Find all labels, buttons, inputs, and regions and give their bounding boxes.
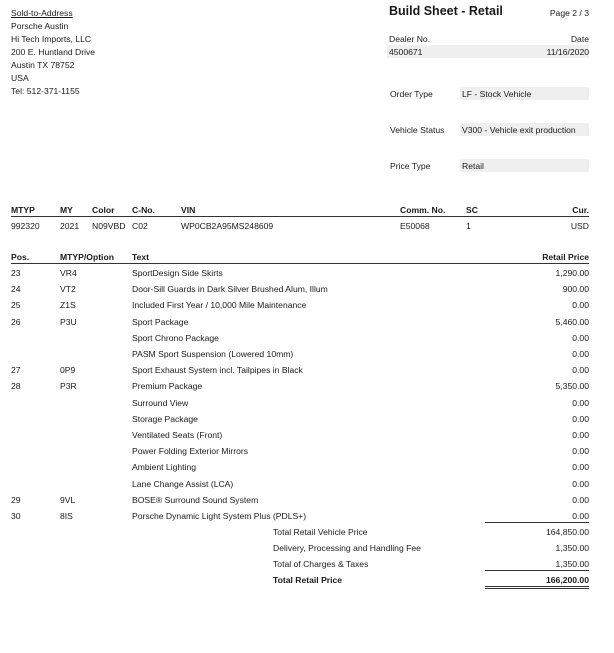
table-row [0, 365, 614, 379]
address-line: 200 E. Huntland Drive [11, 47, 96, 57]
price-type-value: Retail [462, 161, 484, 171]
row-text: Storage Package [132, 413, 198, 424]
table-row [0, 349, 614, 363]
table-row [0, 333, 614, 347]
date-label: Date [570, 34, 589, 44]
vehicle-color: N09VBD [92, 221, 126, 231]
row-price: 900.00 [562, 284, 589, 295]
dealer-no-value: 4500671 [389, 47, 423, 57]
vehicle-my: 2021 [60, 221, 80, 231]
row-code: Z1S [60, 300, 76, 311]
table-row [0, 381, 614, 395]
row-code: P3R [60, 381, 77, 392]
options-header-rule [11, 263, 589, 264]
row-code: VT2 [60, 284, 76, 295]
row-pos: 30 [11, 511, 21, 521]
row-price: 0.00 [572, 478, 589, 489]
vehicle-header-comm: Comm. No. [400, 205, 446, 215]
total-retail-vehicle-price-label: Total Retail Vehicle Price [273, 527, 368, 537]
row-code: 9VL [60, 494, 76, 505]
row-price: 0.00 [572, 413, 589, 424]
vehicle-mtyp: 992320 [11, 221, 40, 231]
row-text: BOSE® Surround Sound System [132, 494, 259, 505]
row-code: 8IS [60, 511, 73, 521]
charges-taxes-label: Total of Charges & Taxes [273, 559, 369, 569]
row-code: 0P9 [60, 365, 76, 376]
vehicle-status-label: Vehicle Status [390, 125, 445, 135]
vehicle-header-my: MY [60, 205, 73, 215]
row-price: 0.00 [572, 494, 589, 505]
row-price: 0.00 [572, 332, 589, 343]
options-header-mtyp: MTYP/Option [60, 252, 114, 262]
row-pos: 24 [11, 284, 21, 295]
total-retail-price-value: 166,200.00 [545, 575, 589, 585]
vehicle-header-cur: Cur. [572, 205, 589, 215]
row-text: Ventilated Seats (Front) [132, 430, 223, 440]
row-price: 0.00 [572, 365, 589, 376]
row-pos: 28 [11, 381, 21, 392]
table-row [0, 446, 614, 460]
delivery-fee-label: Delivery, Processing and Handling Fee [273, 543, 421, 553]
options-header-text: Text [132, 252, 150, 262]
vehicle-cno: C02 [132, 221, 148, 231]
address-line: Tel: 512-371-1155 [11, 86, 80, 96]
row-price: 0.00 [572, 300, 589, 311]
table-row [0, 479, 614, 493]
row-text: Included First Year / 10,000 Mile Maintenance [132, 300, 307, 311]
vehicle-header-vin: VIN [181, 205, 196, 215]
row-price: 1,290.00 [555, 268, 589, 278]
page-number: Page 2 / 3 [549, 8, 589, 18]
row-text: Premium Package [132, 381, 203, 392]
date-value: 11/16/2020 [546, 47, 589, 57]
charges-taxes-value: 1,350.00 [555, 559, 589, 569]
address-line: USA [11, 73, 29, 83]
table-row [0, 430, 614, 444]
table-row [0, 317, 614, 331]
row-pos: 27 [11, 365, 21, 376]
row-text: Power Folding Exterior Mirrors [132, 446, 249, 457]
vehicle-status-value: V300 - Vehicle exit production [462, 125, 576, 135]
total-retail-price-label: Total Retail Price [273, 575, 343, 585]
row-text: SportDesign Side Skirts [132, 268, 223, 278]
address-line: Austin TX 78752 [11, 60, 75, 70]
row-text: PASM Sport Suspension (Lowered 10mm) [132, 349, 294, 359]
table-row [0, 462, 614, 476]
table-row [0, 268, 614, 282]
vehicle-vin: WP0CB2A95MS248609 [181, 221, 274, 231]
row-pos: 23 [11, 268, 21, 278]
page-title: Build Sheet - Retail [389, 4, 503, 18]
row-price: 0.00 [572, 446, 589, 457]
row-pos: 25 [11, 300, 21, 311]
row-text: Sport Exhaust System incl. Tailpipes in Black [132, 365, 303, 376]
order-type-value: LF - Stock Vehicle [462, 89, 532, 99]
table-row [0, 284, 614, 298]
vehicle-currency: USD [570, 221, 589, 231]
grand-total-double-rule [485, 586, 589, 589]
vehicle-header-mtyp: MTYP [11, 205, 35, 215]
row-text: Door-Sill Guards in Dark Silver Brushed Alum, Illum [132, 284, 328, 295]
vehicle-header-color: Color [92, 205, 115, 215]
vehicle-header-cno: C-No. [132, 205, 155, 215]
sold-to-address [11, 7, 95, 98]
row-code: P3U [60, 316, 77, 327]
sold-to-heading: Sold-to-Address [11, 8, 73, 18]
order-type-label: Order Type [390, 89, 433, 99]
row-text: Surround View [132, 397, 189, 408]
row-text: Sport Chrono Package [132, 332, 219, 343]
price-type-label: Price Type [390, 161, 431, 171]
row-text: Porsche Dynamic Light System Plus (PDLS+) [132, 511, 307, 521]
row-code: VR4 [60, 268, 77, 278]
row-price: 0.00 [572, 430, 589, 440]
total-retail-vehicle-price-value: 164,850.00 [545, 527, 589, 537]
charges-rule [485, 570, 589, 571]
row-price: 0.00 [572, 349, 589, 359]
row-price: 5,460.00 [555, 316, 589, 327]
row-price: 0.00 [572, 511, 589, 521]
options-header-pos: Pos. [11, 252, 30, 262]
row-text: Ambient Lighting [132, 462, 197, 473]
vehicle-header-sc: SC [466, 205, 478, 215]
vehicle-sc: 1 [466, 221, 471, 231]
options-header-price: Retail Price [542, 252, 589, 262]
table-row [0, 414, 614, 428]
row-text: Lane Change Assist (LCA) [132, 478, 234, 489]
row-text: Sport Package [132, 316, 189, 327]
address-line: Hi Tech Imports, LLC [11, 34, 92, 44]
table-row [0, 300, 614, 314]
table-row [0, 495, 614, 509]
vehicle-comm-no: E50068 [400, 221, 430, 231]
row-price: 5,350.00 [555, 381, 589, 392]
row-pos: 26 [11, 316, 21, 327]
table-row [0, 398, 614, 412]
dealer-no-label: Dealer No. [389, 34, 431, 44]
row-pos: 29 [11, 494, 21, 505]
delivery-fee-value: 1,350.00 [555, 543, 589, 553]
vehicle-header-rule [11, 216, 589, 217]
row-price: 0.00 [572, 462, 589, 473]
subtotal-rule [485, 522, 589, 523]
address-line: Porsche Austin [11, 21, 69, 31]
row-price: 0.00 [572, 397, 589, 408]
